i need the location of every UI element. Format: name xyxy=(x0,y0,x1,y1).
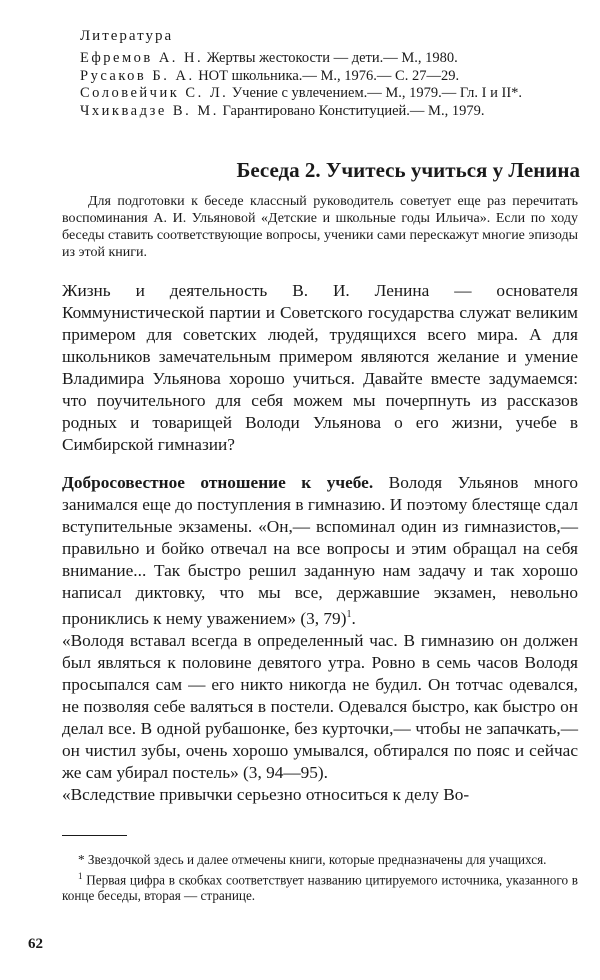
literature-list xyxy=(80,50,580,120)
footnote: * Звездочкой здесь и далее отмечены книги, которые предназначены для учащихся. xyxy=(78,852,547,867)
literature-title: НОТ школьника.— М., 1976.— С. 27—29. xyxy=(198,67,460,84)
footnote-mark: 1 xyxy=(78,871,83,881)
paragraph: «Володя вставал всегда в определенный час. В гимназию он должен был являться к половине девятого утра. Ровно в семь часов Володя просыпался сам — его никто никогда не будил. Он тотчас одевался, не позволяя себе валяться в постели. Одевался быстро, как быстро он делал все. В одной рубашонке, без курточки,— чтобы не запачкать,— он чистил зубы, очень хорошо умывался, обтирался по пояс и сейчас же сам убирал постель» (3, 94—95). xyxy=(62,630,578,782)
literature-author: Русаков Б. А. xyxy=(80,67,195,84)
literature-item xyxy=(80,68,580,86)
page-number: 62 xyxy=(28,936,43,952)
footnote-divider xyxy=(62,835,127,836)
literature-title: Гарантировано Конституцией.— М., 1979. xyxy=(222,102,485,119)
literature-item xyxy=(80,85,580,103)
footnote-text: Первая цифра в скобках соответствует названию цитируемого источника, указанного в конце беседы, вторая — странице. xyxy=(62,872,578,904)
main-text xyxy=(62,280,578,806)
literature-author: Соловейчик С. Л. xyxy=(80,85,229,101)
paragraph-text: Володя Ульянов много занимался еще до поступления в гимназию. И поэтому блестяще сдал вступительные экзамены. «Он,— вспоминал один из гимназистов,— правильно и бойко отвечал на все вопросы и этим обращал на себя внимание... Так быстро решил заданную нам задачу и так хорошо написал диктовку, что мы все, державшие экзамен, невольно прониклись к нему уважением» (3, 79) xyxy=(62,473,579,628)
paragraph-end: . xyxy=(351,608,356,628)
literature-author: Чхиквадзе В. М. xyxy=(80,102,219,119)
footnote xyxy=(62,868,578,904)
paragraph xyxy=(62,472,578,630)
literature-title: Жертвы жестокости — дети.— М., 1980. xyxy=(206,50,458,66)
subheading: Добросовестное отношение к учебе. xyxy=(62,473,374,492)
section-heading: Беседа 2. Учитесь учиться у Ленина xyxy=(236,158,580,182)
paragraph: «Вследствие привычки серьезно относиться к делу Во- xyxy=(62,784,470,804)
footnote-ref: 1 xyxy=(346,609,352,620)
literature-author: Ефремов А. Н. xyxy=(80,50,204,66)
literature-heading: Литература xyxy=(80,28,174,44)
literature-title: Учение с увлечением.— М., 1979.— Гл. I и II*. xyxy=(231,85,523,101)
paragraph: Жизнь и деятельность В. И. Ленина — основателя Коммунистической партии и Советского государства служат великим примером для советских людей, трудящихся всего мира. А для школьников замечательным примером являются желание и умение Владимира Ульянова хорошо учиться. Давайте вместе задумаемся: что поучительного для себя можем мы почерпнуть из рассказов родных и товарищей Володи Ульянова о его жизни, учебе в Симбирской гимназии? xyxy=(62,281,578,454)
intro-note: Для подготовки к беседе классный руководитель советует еще раз перечитать воспоминания А. И. Ульяновой «Детские и школьные годы Ильича». Если по ходу беседы ставить соответствующие вопросы, ученики сами перескажут многие эпизоды из этой книги. xyxy=(62,194,578,260)
literature-item xyxy=(80,103,580,121)
footnotes xyxy=(62,852,578,904)
literature-item xyxy=(80,50,580,68)
